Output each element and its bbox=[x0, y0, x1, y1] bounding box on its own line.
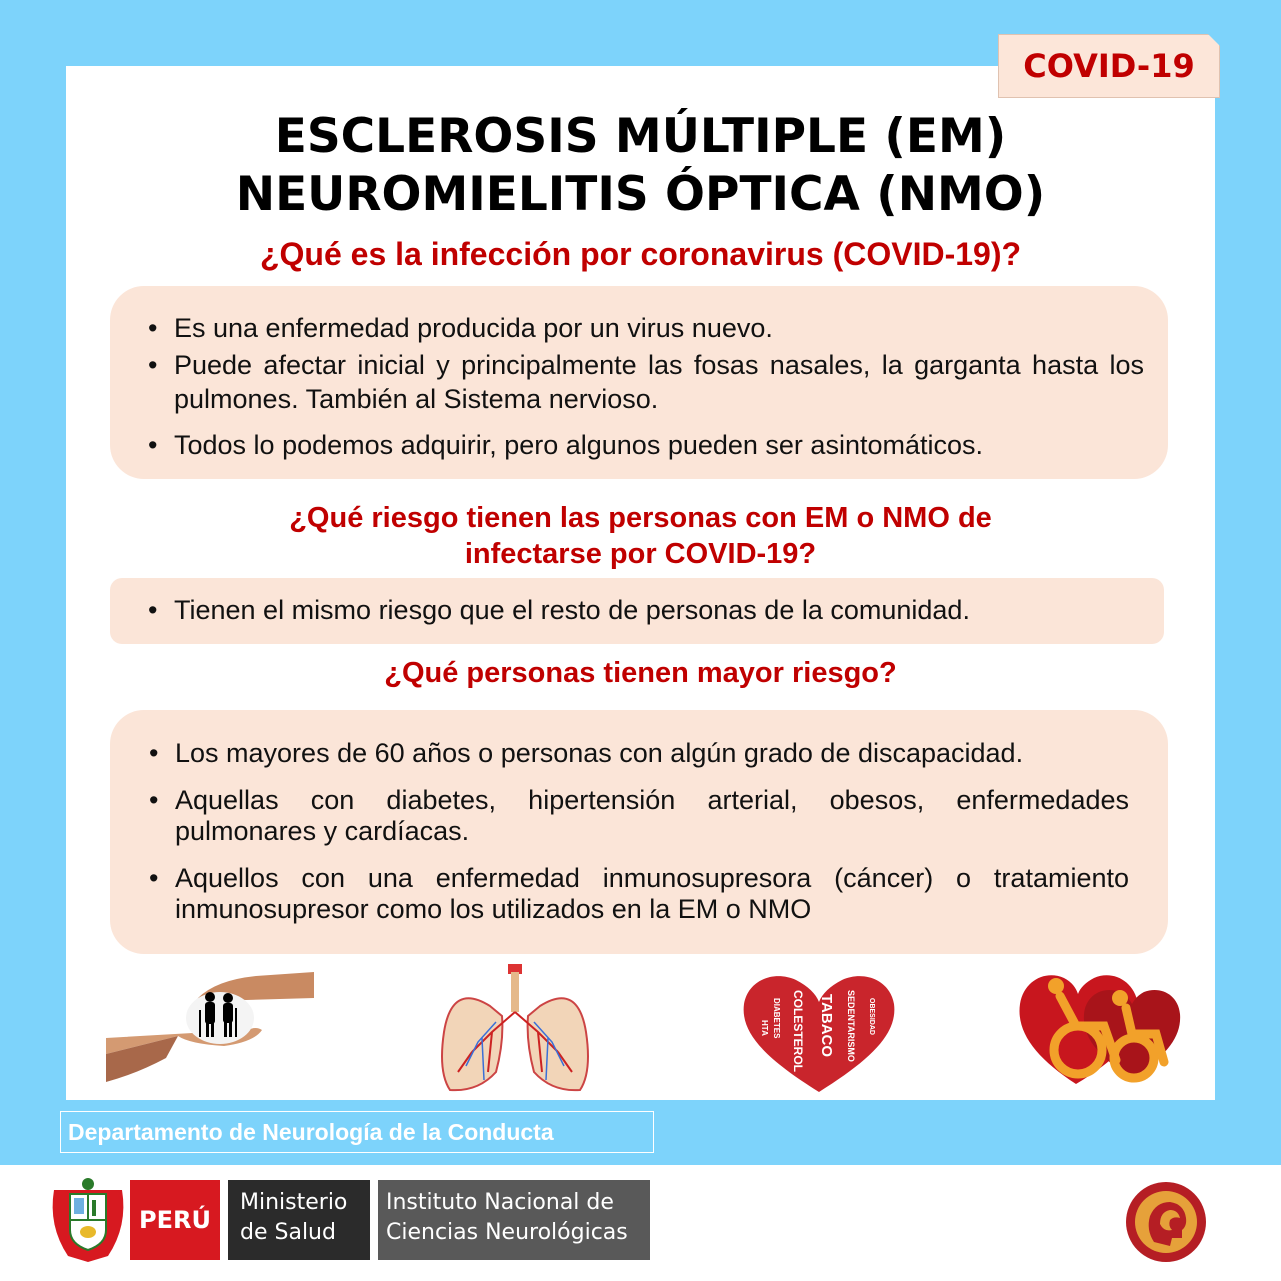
ministry-line-1: Ministerio bbox=[240, 1190, 348, 1215]
ministry-logo bbox=[228, 1180, 370, 1260]
institute-logo bbox=[378, 1180, 650, 1260]
title-line-1: ESCLEROSIS MÚLTIPLE (EM) bbox=[274, 109, 1007, 164]
department-label: Departamento de Neurología de la Conducta bbox=[60, 1111, 654, 1153]
heart-word-colesterol: COLESTEROL bbox=[791, 990, 805, 1073]
risk-list bbox=[174, 593, 1144, 627]
list-item: • Aquellas con diabetes, hipertensión arterial, obesos, enfermedades pulmonares y cardíacas. bbox=[175, 785, 1129, 847]
title-line-2: NEUROMIELITIS ÓPTICA (NMO) bbox=[235, 167, 1046, 222]
question-risk bbox=[66, 500, 1215, 572]
heart-word-tabaco: TABACO bbox=[818, 994, 835, 1058]
info-box-higher-risk bbox=[110, 710, 1168, 954]
what-is-list bbox=[174, 311, 1144, 465]
list-item: • Aquellos con una enfermedad inmunosupresora (cáncer) o tratamiento inmunosupresor como los utilizados en la EM o NMO bbox=[175, 863, 1129, 925]
peru-logo: PERÚ bbox=[130, 1180, 220, 1260]
list-item: • Tienen el mismo riesgo que el resto de personas de la comunidad. bbox=[174, 593, 1144, 627]
question-risk-line-2: infectarse por COVID-19? bbox=[464, 538, 817, 570]
disability-hearts-icon bbox=[1016, 962, 1186, 1090]
info-box-what-is bbox=[110, 286, 1168, 479]
hands-elderly-icon bbox=[106, 970, 314, 1082]
institute-line-1: Instituto Nacional de bbox=[386, 1190, 614, 1215]
heart-word-sedentarismo: SEDENTARISMO bbox=[846, 990, 856, 1062]
higher-risk-list bbox=[175, 738, 1129, 941]
lungs-icon bbox=[392, 962, 590, 1098]
heart-word-hta: HTA bbox=[760, 1020, 769, 1036]
covid-badge: COVID-19 bbox=[998, 34, 1220, 98]
institute-emblem-icon bbox=[1124, 1180, 1208, 1264]
institute-line-2: Ciencias Neurológicas bbox=[386, 1220, 628, 1245]
question-risk-line-1: ¿Qué riesgo tienen las personas con EM o NMO de bbox=[289, 502, 992, 534]
question-what-is-covid: ¿Qué es la infección por coronavirus (COVID-19)? bbox=[259, 236, 1022, 272]
coat-of-arms-icon bbox=[48, 1176, 128, 1266]
ministry-line-2: de Salud bbox=[240, 1220, 336, 1245]
heart-word-obesidad: OBESIDAD bbox=[868, 998, 875, 1035]
list-item: • Los mayores de 60 años o personas con algún grado de discapacidad. bbox=[175, 738, 1129, 769]
list-item: • Es una enfermedad producida por un virus nuevo. bbox=[174, 311, 1144, 345]
list-item: • Todos lo podemos adquirir, pero algunos pueden ser asintomáticos. bbox=[174, 428, 1144, 462]
info-box-risk bbox=[110, 578, 1164, 644]
list-item: • Puede afectar inicial y principalmente las fosas nasales, la garganta hasta los pulmones. También al Sistema nervioso. bbox=[174, 348, 1144, 416]
heart-word-diabetes: DIABETES bbox=[772, 998, 781, 1039]
heart-risk-factors-icon bbox=[738, 968, 900, 1096]
question-higher-risk: ¿Qué personas tienen mayor riesgo? bbox=[384, 657, 897, 689]
page-title bbox=[66, 108, 1215, 224]
